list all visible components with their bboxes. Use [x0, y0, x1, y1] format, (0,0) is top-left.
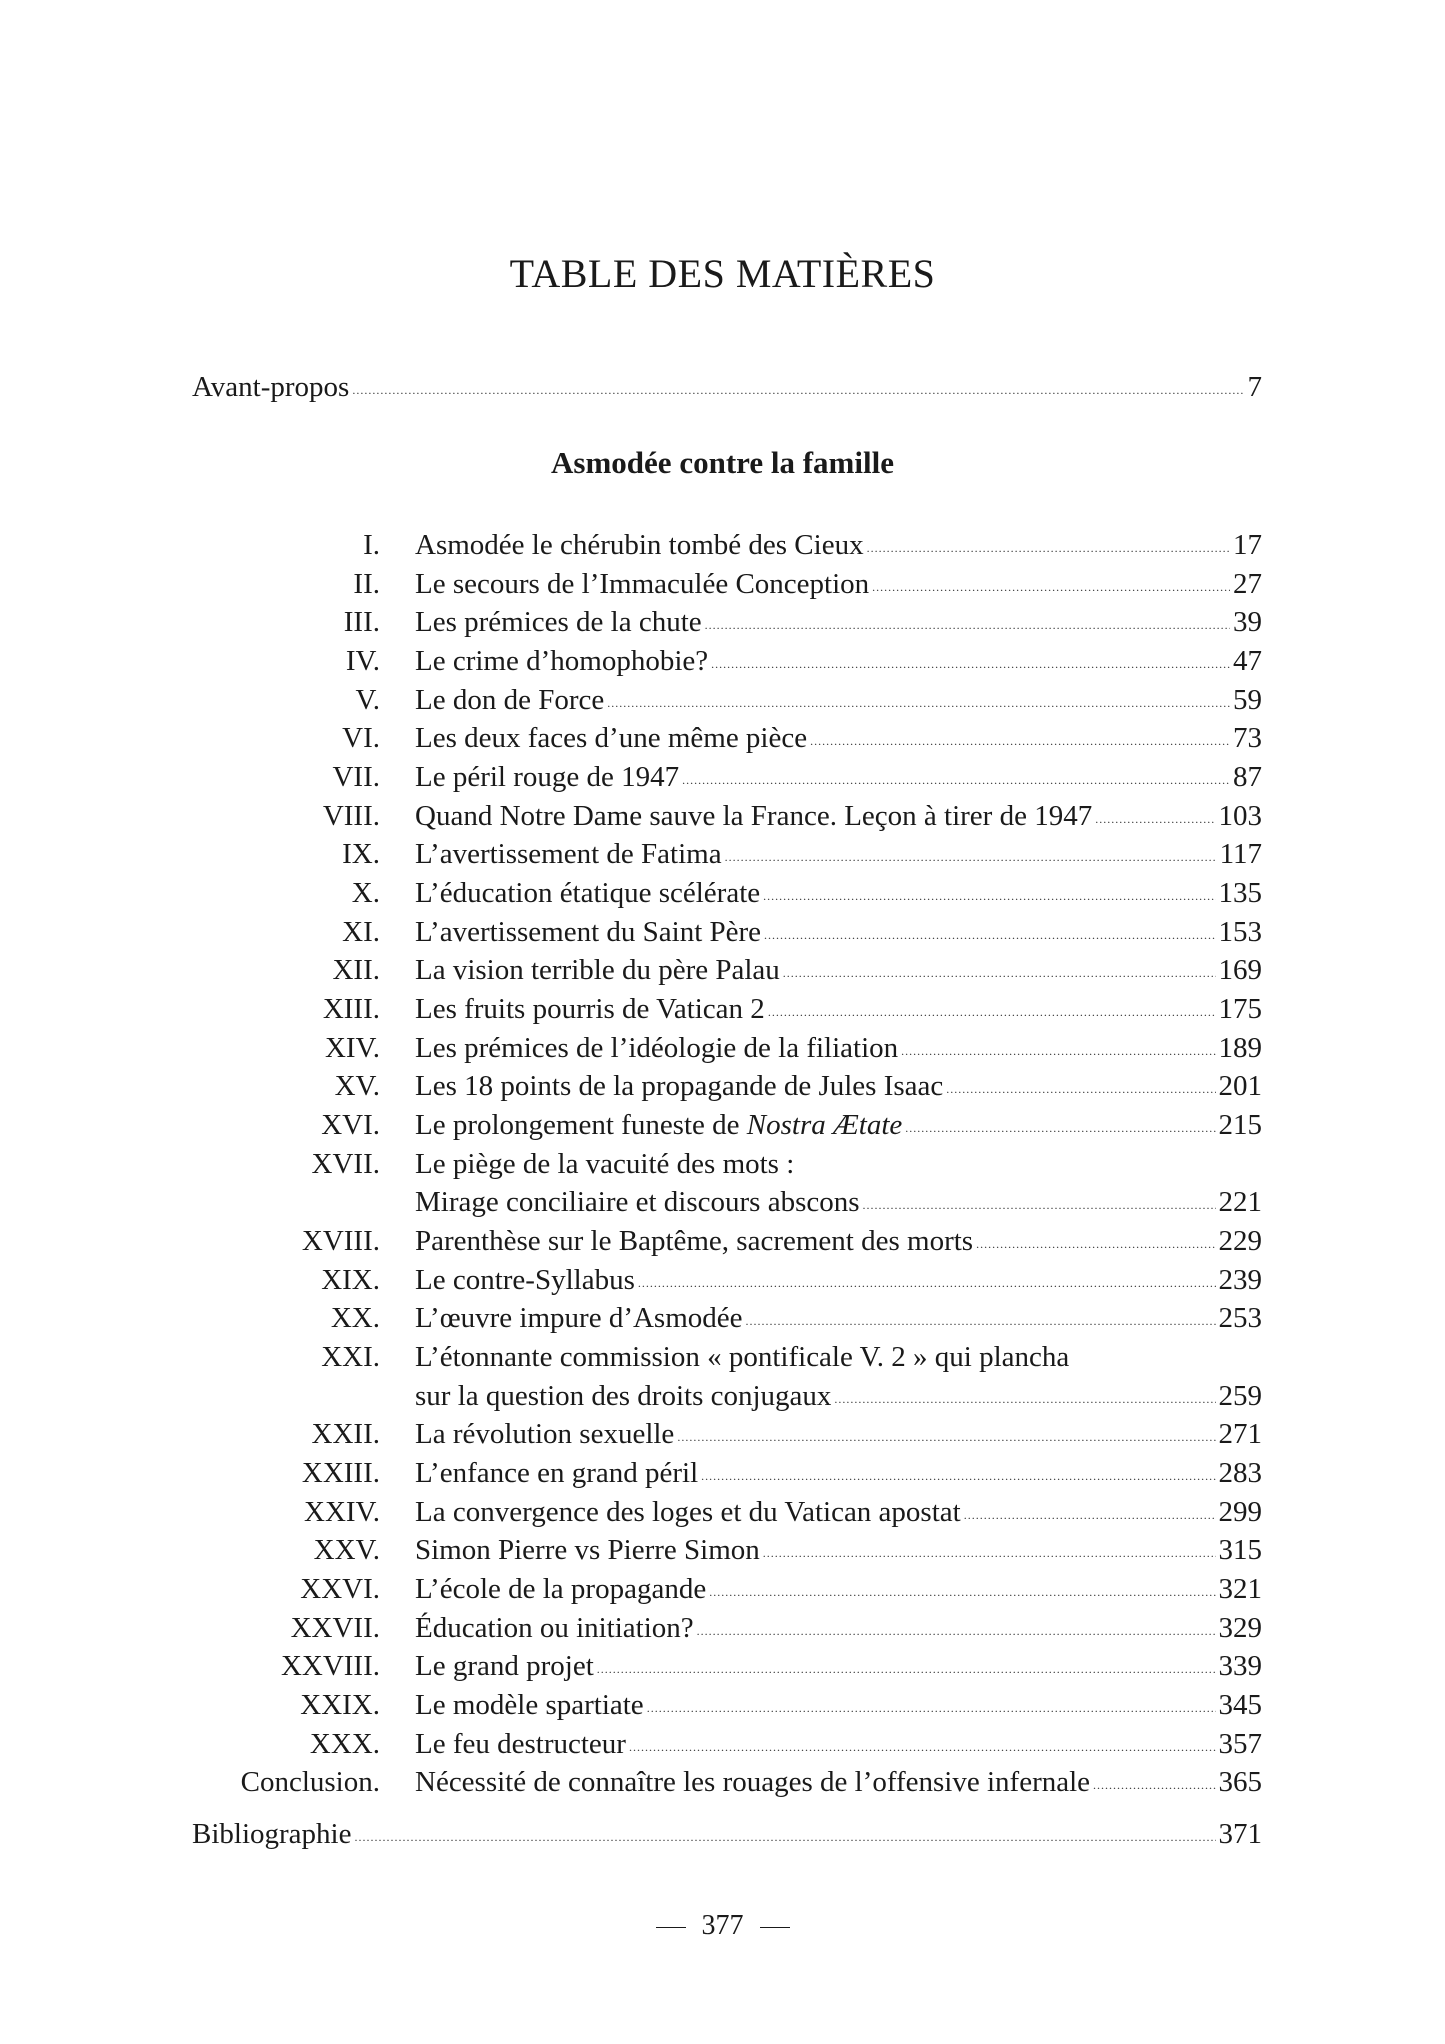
toc-entry-page: 103: [1218, 800, 1262, 832]
chapter-number: XXIII.: [301, 1457, 380, 1489]
dot-leader: [682, 761, 1230, 799]
toc-entry[interactable]: [192, 681, 1262, 719]
toc-entry[interactable]: [192, 874, 1262, 912]
chapter-number: X.: [351, 877, 380, 909]
toc-entry[interactable]: [192, 990, 1262, 1028]
toc-entry-bibliographie[interactable]: [192, 1815, 1262, 1853]
toc-entry-title: Avant-propos: [192, 371, 350, 403]
chapter-number: XXVI.: [300, 1573, 380, 1605]
chapter-number: XIV.: [324, 1032, 380, 1064]
toc-entry-title: L’enfance en grand péril: [415, 1457, 699, 1489]
dot-leader: [677, 1418, 1215, 1456]
toc-entry[interactable]: [192, 1222, 1262, 1260]
toc-entry-title: La convergence des loges et du Vatican apostat: [415, 1496, 961, 1528]
toc-entry-title: L’avertissement du Saint Père: [415, 916, 762, 948]
toc-entry-title: sur la question des droits conjugaux: [415, 1380, 832, 1412]
toc-entry-title: Les prémices de l’idéologie de la filiation: [415, 1032, 899, 1064]
toc-entry-page: 315: [1218, 1534, 1262, 1566]
toc-entry[interactable]: [192, 603, 1262, 641]
dot-leader: [863, 1186, 1216, 1224]
toc-entry-continuation[interactable]: [192, 1377, 1262, 1415]
dot-leader: [946, 1070, 1215, 1108]
toc-entry[interactable]: [192, 758, 1262, 796]
toc-entry[interactable]: [192, 835, 1262, 873]
chapter-number: XVI.: [321, 1109, 380, 1141]
toc-entry[interactable]: [192, 1067, 1262, 1105]
dot-leader: [709, 1573, 1215, 1611]
toc-entry[interactable]: [192, 526, 1262, 564]
toc-entry-page: 201: [1218, 1070, 1262, 1102]
toc-entry-page: 339: [1218, 1650, 1262, 1682]
toc-entry[interactable]: [192, 1029, 1262, 1067]
toc-entry-page: 153: [1218, 916, 1262, 948]
toc-entry[interactable]: [192, 1493, 1262, 1531]
toc-entry-page: 239: [1218, 1264, 1262, 1296]
toc-entry-avant-propos[interactable]: [192, 368, 1262, 406]
toc-entry-title: Le secours de l’Immaculée Conception: [415, 568, 870, 600]
toc-entry[interactable]: [192, 1686, 1262, 1724]
toc-entry[interactable]: [192, 1338, 1262, 1376]
toc-entry-title: Le modèle spartiate: [415, 1689, 644, 1721]
toc-entry-title: Le grand projet: [415, 1650, 594, 1682]
dot-leader: [701, 1457, 1215, 1495]
toc-entry-title: Le prolongement funeste de Nostra Ætate: [415, 1109, 903, 1141]
toc-entry-title: Le péril rouge de 1947: [415, 761, 680, 793]
chapter-number: XII.: [332, 954, 380, 986]
dot-leader: [964, 1496, 1216, 1534]
dot-leader: [763, 877, 1215, 915]
toc-entry-title: Simon Pierre vs Pierre Simon: [415, 1534, 760, 1566]
toc-entry-title-line1: L’étonnante commission « pontificale V. 2 » qui plancha: [415, 1341, 1070, 1373]
chapter-number: IX.: [342, 838, 380, 870]
toc-entry-page: 73: [1233, 722, 1262, 754]
dot-leader: [834, 1380, 1215, 1418]
toc-entry[interactable]: [192, 951, 1262, 989]
chapter-number: XXIX.: [300, 1689, 380, 1721]
dot-leader: [867, 529, 1230, 567]
toc-entry-page: 299: [1218, 1496, 1262, 1528]
toc-entry-page: 39: [1233, 606, 1262, 638]
chapter-number: XIII.: [322, 993, 380, 1025]
chapter-number: XXX.: [309, 1728, 380, 1760]
toc-entry-page: 365: [1218, 1766, 1262, 1798]
dot-leader: [705, 606, 1230, 644]
toc-entry-title: La vision terrible du père Palau: [415, 954, 780, 986]
toc-entry[interactable]: [192, 1145, 1262, 1183]
em-dash-left: [656, 1927, 686, 1928]
chapter-number: VI.: [342, 722, 380, 754]
chapter-number: XVII.: [311, 1148, 380, 1180]
chapter-number: XVIII.: [301, 1225, 380, 1257]
toc-entry-title: Parenthèse sur le Baptême, sacrement des morts: [415, 1225, 974, 1257]
toc-entry-page: 17: [1233, 529, 1262, 561]
toc-entry-continuation[interactable]: [192, 1183, 1262, 1221]
toc-entry-title: L’avertissement de Fatima: [415, 838, 722, 870]
chapter-number: VII.: [332, 761, 380, 793]
italic-title: Nostra Ætate: [746, 1109, 903, 1141]
chapter-number: XXV.: [313, 1534, 380, 1566]
toc-entry[interactable]: [192, 1454, 1262, 1492]
toc-entry-page: 371: [1218, 1818, 1262, 1850]
chapter-number: V.: [355, 684, 380, 716]
toc-entry-title: Les fruits pourris de Vatican 2: [415, 993, 765, 1025]
dot-leader: [711, 645, 1230, 683]
toc-entry-page: 221: [1218, 1186, 1262, 1218]
chapter-number: XXVIII.: [280, 1650, 380, 1682]
chapter-number: XXI.: [321, 1341, 380, 1373]
chapter-number: Conclusion.: [240, 1766, 380, 1798]
dot-leader: [629, 1728, 1216, 1766]
toc-entry[interactable]: [192, 797, 1262, 835]
toc-entry-page: 175: [1218, 993, 1262, 1025]
toc-entry-title: L’éducation étatique scélérate: [415, 877, 761, 909]
dot-leader: [872, 568, 1230, 606]
toc-entry[interactable]: [192, 719, 1262, 757]
toc-entry-page: 215: [1218, 1109, 1262, 1141]
toc-entry[interactable]: [192, 1570, 1262, 1608]
dot-leader: [607, 684, 1230, 722]
dot-leader: [354, 1818, 1215, 1856]
toc-entry-title: Les deux faces d’une même pièce: [415, 722, 808, 754]
toc-entry-page: 253: [1218, 1302, 1262, 1334]
toc-entry-page: 271: [1218, 1418, 1262, 1450]
toc-entry-page: 357: [1218, 1728, 1262, 1760]
dot-leader: [1093, 1766, 1215, 1804]
toc-entry-page: 135: [1218, 877, 1262, 909]
toc-entry-title: Le feu destructeur: [415, 1728, 626, 1760]
toc-entry-title: Mirage conciliaire et discours abscons: [415, 1186, 860, 1218]
dot-leader: [764, 916, 1215, 954]
page-number-value: 377: [701, 1910, 744, 1941]
chapter-number: XIX.: [321, 1264, 380, 1296]
chapter-number: I.: [363, 529, 380, 561]
chapter-number: XV.: [334, 1070, 380, 1102]
dot-leader: [976, 1225, 1215, 1263]
chapter-number: IV.: [345, 645, 380, 677]
toc-entry-page: 117: [1219, 838, 1262, 870]
toc-entry-conclusion[interactable]: [192, 1763, 1262, 1801]
dot-leader: [905, 1109, 1215, 1147]
toc-entry[interactable]: [192, 1299, 1262, 1337]
toc-entry-page: 283: [1218, 1457, 1262, 1489]
toc-entry[interactable]: [192, 1531, 1262, 1569]
toc-entry[interactable]: [192, 1609, 1262, 1647]
toc-entry-title: Quand Notre Dame sauve la France. Leçon à tirer de 1947: [415, 800, 1093, 832]
dot-leader: [810, 722, 1230, 760]
toc-entry-title: Les 18 points de la propagande de Jules Isaac: [415, 1070, 944, 1102]
toc-entry-page: 59: [1233, 684, 1262, 716]
em-dash-right: [760, 1927, 790, 1928]
toc-entry-page: 189: [1218, 1032, 1262, 1064]
toc-entry[interactable]: [192, 1261, 1262, 1299]
chapter-number: XI.: [342, 916, 380, 948]
dot-leader: [1095, 800, 1215, 838]
toc-entry[interactable]: [192, 565, 1262, 603]
chapter-number: III.: [343, 606, 380, 638]
toc-entry-title: La révolution sexuelle: [415, 1418, 675, 1450]
chapter-number: XXVII.: [290, 1612, 380, 1644]
chapter-number: XXII.: [311, 1418, 380, 1450]
toc-entry-title: Nécessité de connaître les rouages de l’offensive infernale: [415, 1766, 1091, 1798]
toc-entry[interactable]: [192, 1725, 1262, 1763]
toc-entry[interactable]: [192, 1647, 1262, 1685]
chapter-number: XXIV.: [304, 1496, 380, 1528]
toc-entry-page: 229: [1218, 1225, 1262, 1257]
dot-leader: [638, 1264, 1216, 1302]
toc-entry-title-line1: Le piège de la vacuité des mots :: [415, 1148, 795, 1180]
dot-leader: [647, 1689, 1216, 1727]
chapter-number: XX.: [330, 1302, 380, 1334]
toc-entry-title: Le don de Force: [415, 684, 605, 716]
toc-entry-page: 47: [1233, 645, 1262, 677]
toc-entry[interactable]: [192, 913, 1262, 951]
toc-entry[interactable]: [192, 1106, 1262, 1144]
toc-entry-title: Asmodée le chérubin tombé des Cieux: [415, 529, 864, 561]
toc-entry-page: 321: [1218, 1573, 1262, 1605]
dot-leader: [697, 1612, 1216, 1650]
toc-entry-page: 87: [1233, 761, 1262, 793]
toc-entry-title: Le contre-Syllabus: [415, 1264, 635, 1296]
toc-entry[interactable]: [192, 642, 1262, 680]
dot-leader: [763, 1534, 1216, 1572]
toc-entry-title: L’œuvre impure d’Asmodée: [415, 1302, 743, 1334]
toc-entry-page: 345: [1218, 1689, 1262, 1721]
toc-entry-page: 7: [1247, 371, 1262, 403]
toc-entry-page: 259: [1218, 1380, 1262, 1412]
page-number: [0, 1910, 1445, 1942]
toc-entry-title: Le crime d’homophobie?: [415, 645, 709, 677]
dot-leader: [783, 954, 1216, 992]
chapter-number: VIII.: [322, 800, 380, 832]
dot-leader: [597, 1650, 1216, 1688]
dot-leader: [725, 838, 1217, 876]
toc-entry-title: L’école de la propagande: [415, 1573, 707, 1605]
toc-entry[interactable]: [192, 1415, 1262, 1453]
chapter-number: II.: [353, 568, 380, 600]
dot-leader: [901, 1032, 1215, 1070]
section-heading: Asmodée contre la famille: [551, 445, 894, 480]
dot-leader: [768, 993, 1216, 1031]
toc-entry-title: Les prémices de la chute: [415, 606, 702, 638]
toc-entry-title: Éducation ou initiation?: [415, 1612, 694, 1644]
dot-leader: [746, 1302, 1216, 1340]
dot-leader: [352, 371, 1244, 409]
page-title: TABLE DES MATIÈRES: [509, 251, 936, 296]
toc-entry-page: 27: [1233, 568, 1262, 600]
toc-entry-page: 329: [1218, 1612, 1262, 1644]
toc-entry-title: Bibliographie: [192, 1818, 352, 1850]
toc-entry-page: 169: [1218, 954, 1262, 986]
